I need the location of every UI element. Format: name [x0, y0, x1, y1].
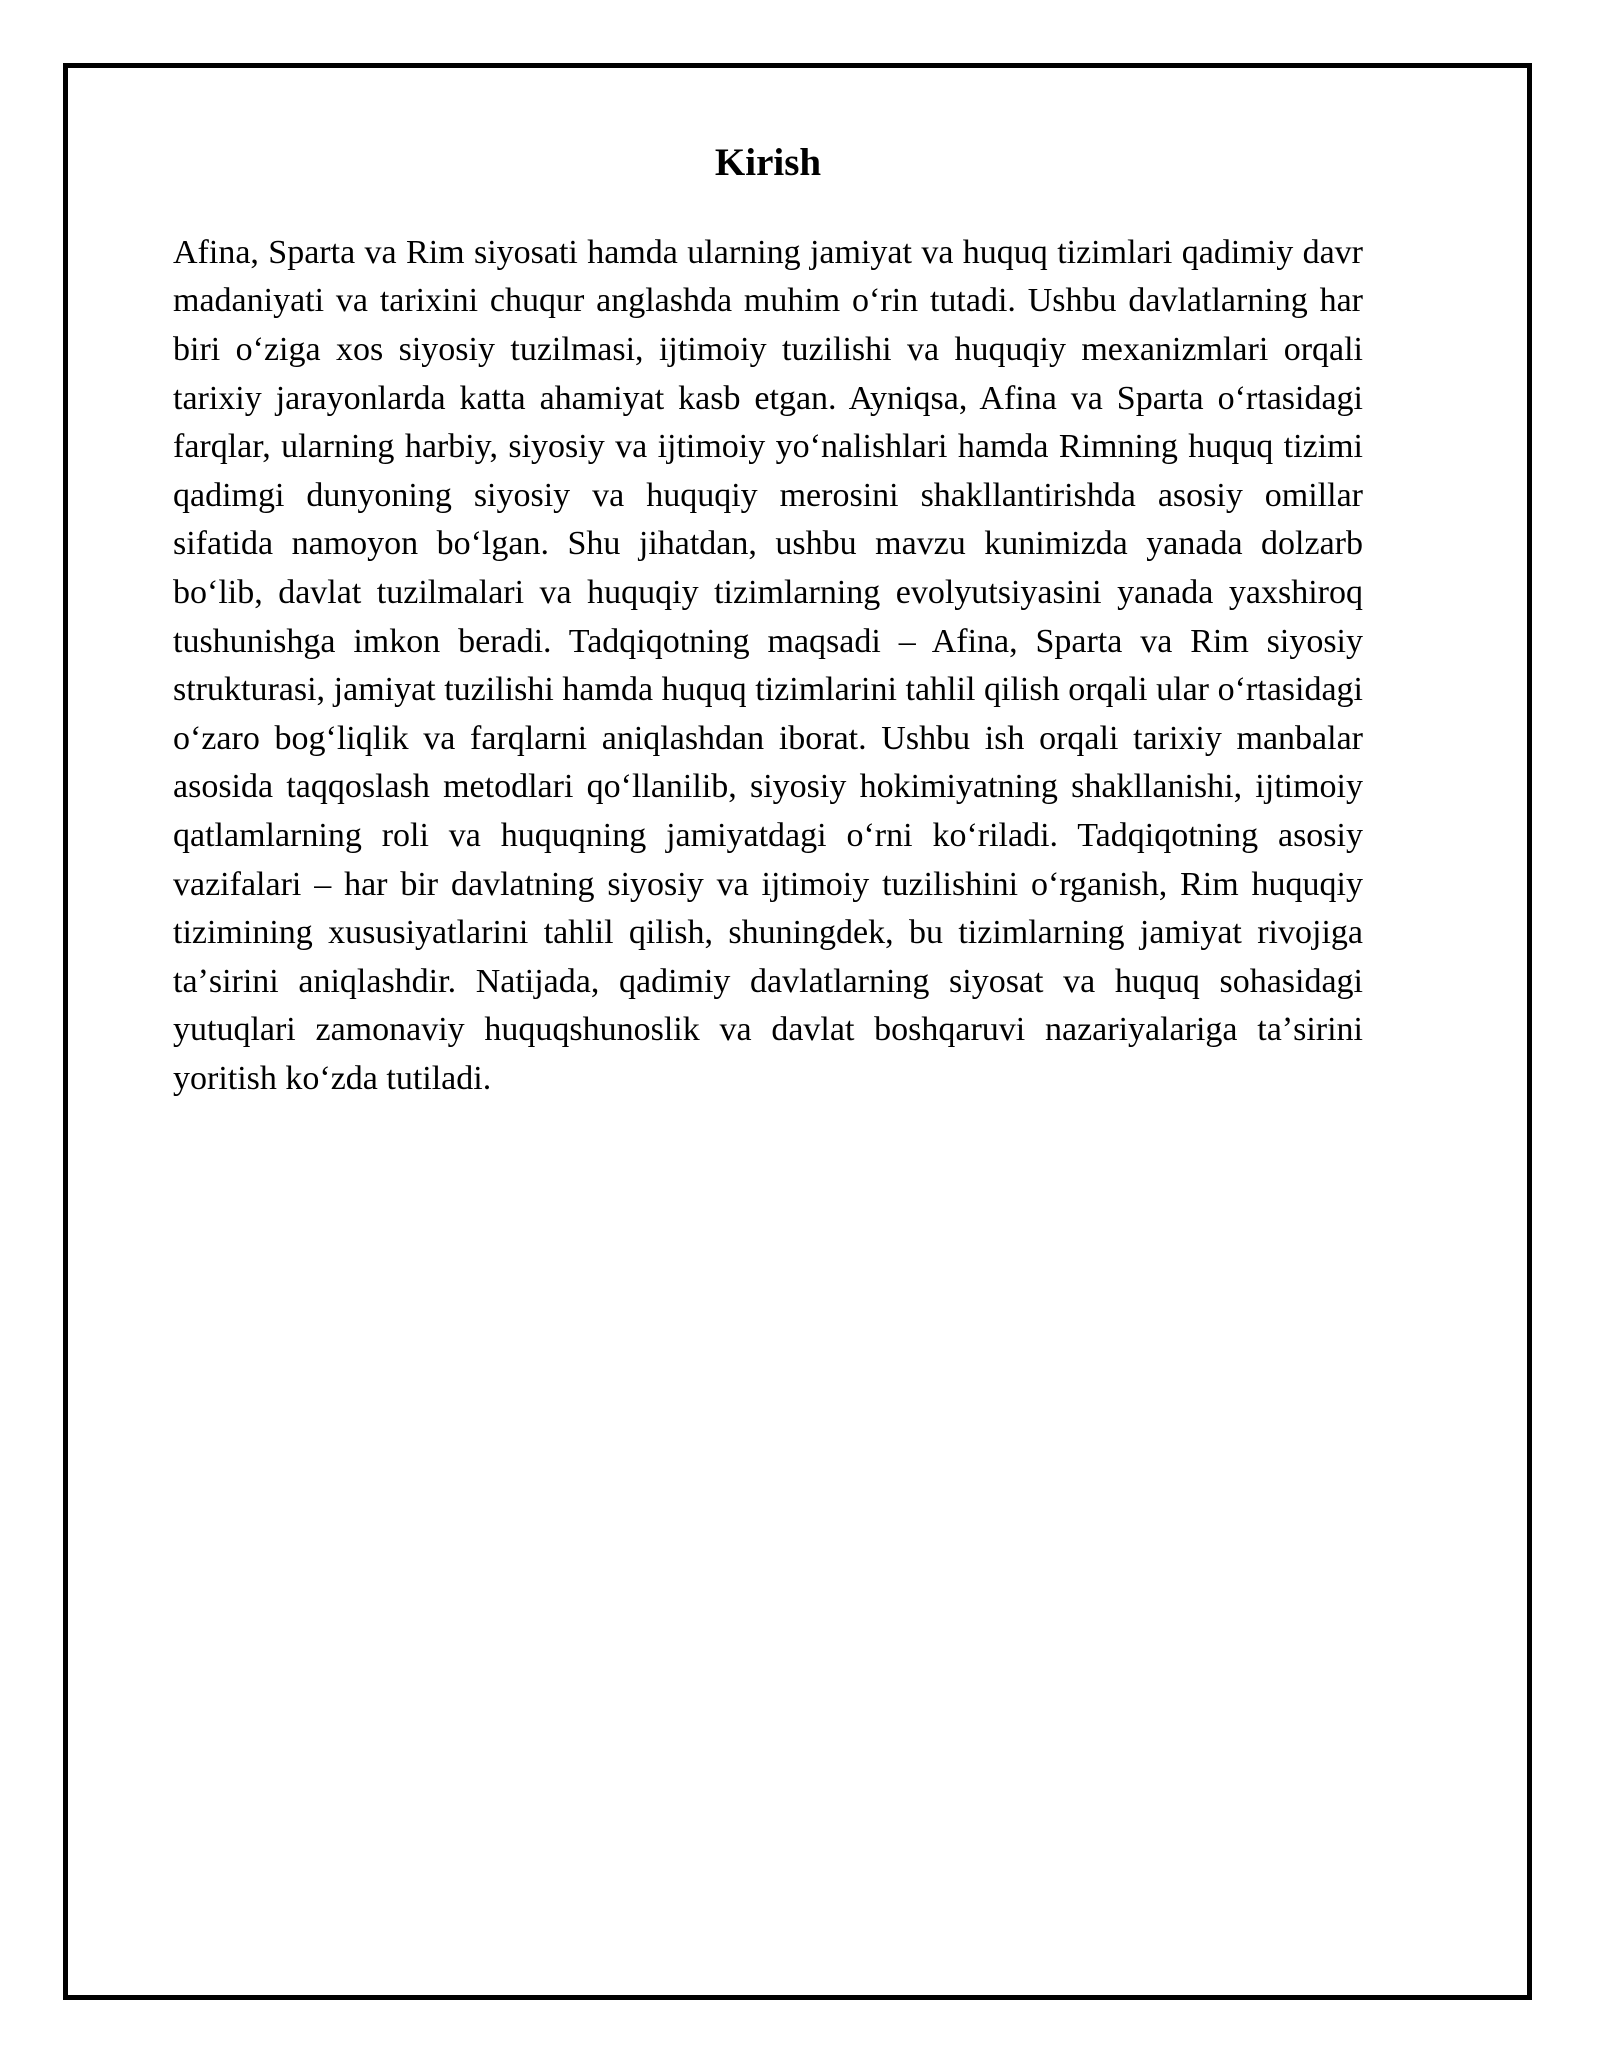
body-paragraph: Afina, Sparta va Rim siyosati hamda ularning jamiyat va huquq tizimlari qadimiy davr madaniyati va tarixini chuqur anglashda muhim oʻrin tutadi. Ushbu davlatlarning har biri oʻziga xos siyosiy tuzilmasi, ijtimoiy tuzilishi va huquqiy mexanizmlari orqali tarixiy jarayonlarda katta ahamiyat kasb etgan. Ayniqsa, Afina va Sparta oʻrtasidagi farqlar, ularning harbiy, siyosiy va ijtimoiy yoʻnalishlari hamda Rimning huquq tizimi qadimgi dunyoning siyosiy va huquqiy merosini shakllantirishda asosiy omillar sifatida namoyon boʻlgan. Shu jihatdan, ushbu mavzu kunimizda yanada dolzarb boʻlib, davlat tuzilmalari va huquqiy tizimlarning evolyutsiyasini yanada yaxshiroq tushunishga imkon beradi. Tadqiqotning maqsadi – Afina, Sparta va Rim siyosiy strukturasi, jamiyat tuzilishi hamda huquq tizimlarini tahlil qilish orqali ular oʻrtasidagi oʻzaro bogʻliqlik va farqlarni aniqlashdan iborat. Ushbu ish orqali tarixiy manbalar asosida taqqoslash metodlari qoʻllanilib, siyosiy hokimiyatning shakllanishi, ijtimoiy qatlamlarning roli va huquqning jamiyatdagi oʻrni koʻriladi. Tadqiqotning asosiy vazifalari – har bir davlatning siyosiy va ijtimoiy tuzilishini oʻrganish, Rim huquqiy tizimining xususiyatlarini tahlil qilish, shuningdek, bu tizimlarning jamiyat rivojiga taʼsirini aniqlashdir. Natijada, qadimiy davlatlarning siyosat va huquq sohasidagi yutuqlari zamonaviy huquqshunoslik va davlat boshqaruvi nazariyalariga taʼsirini yoritish koʻzda tutiladi.: [173, 233, 1363, 1097]
page-content: [173, 140, 1363, 1103]
page-title: Kirish: [714, 141, 822, 184]
